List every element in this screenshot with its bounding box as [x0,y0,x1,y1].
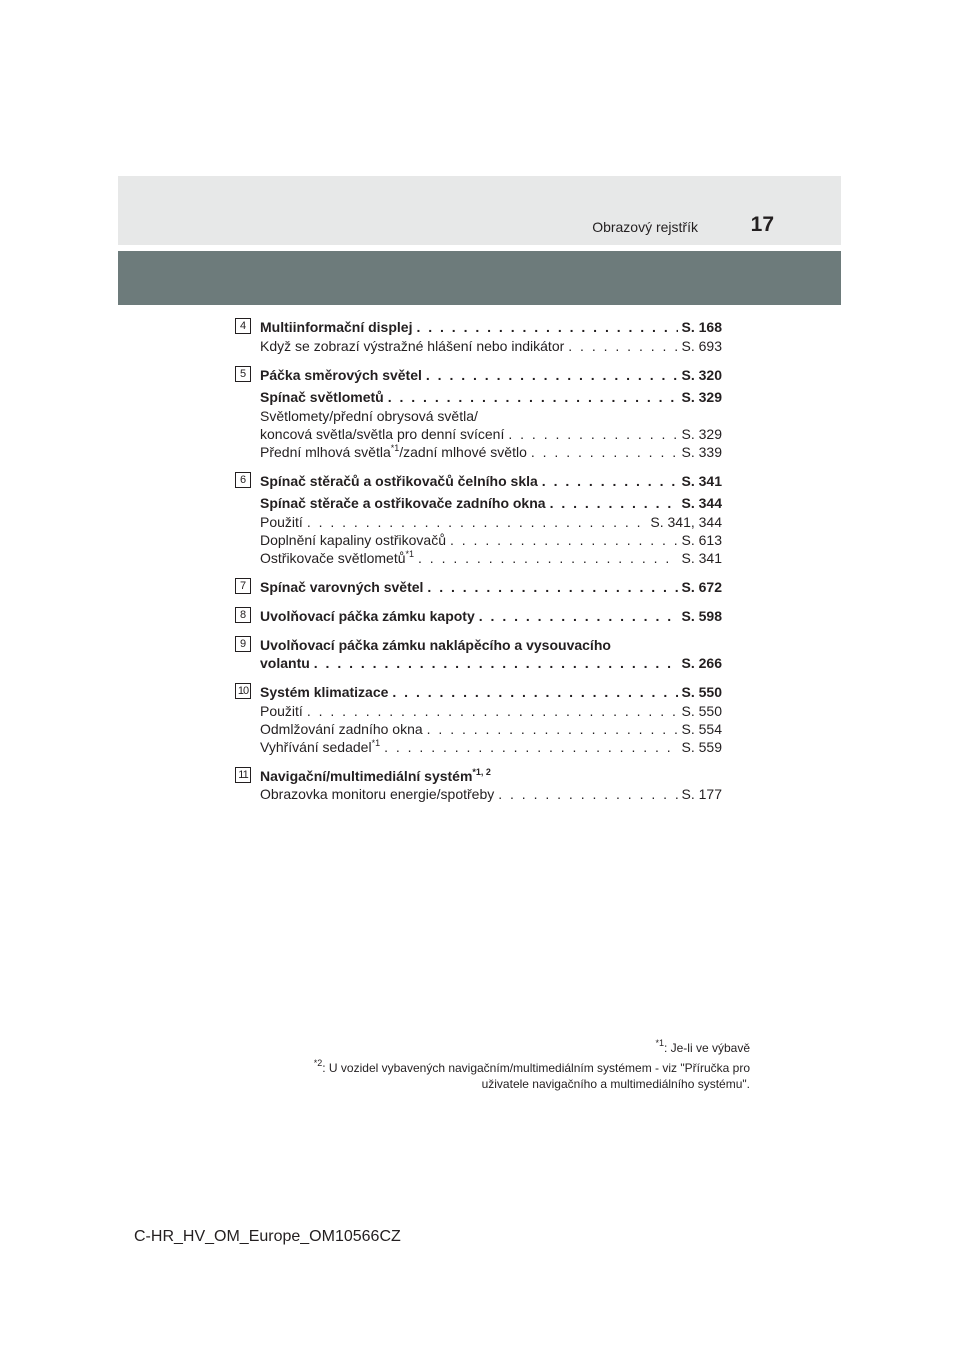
page-reference: S. 693 [681,338,722,354]
index-entry [260,443,722,461]
footnote-mark: *2 [313,1058,323,1068]
page-reference: S. 329 [681,426,722,442]
index-entry [260,425,722,443]
dot-leader [388,388,678,406]
entry-text: Obrazovka monitoru energie/spotřeby [260,786,495,802]
index-entry [260,472,722,490]
index-section [235,683,722,756]
entry-label [260,388,384,406]
header-band-light [118,176,841,245]
dot-leader [392,683,677,701]
page-reference: S. 320 [681,367,722,383]
entry-text: Páčka směrových světel [260,367,422,383]
index-section [235,578,722,596]
entry-text: Když se zobrazí výstražné hlášení nebo indikátor [260,338,565,354]
entry-label [260,702,303,720]
page-reference: S. 598 [681,608,722,624]
entry-label [260,366,422,384]
index-section [235,767,722,803]
dot-leader [307,702,678,720]
section-number-badge: 8 [235,607,251,623]
entry-label [260,513,303,531]
entry-label [260,318,412,336]
entry-text: Přední mlhová světla [260,444,391,460]
page-reference: S. 344 [681,495,722,511]
page-reference: S. 168 [681,319,722,335]
entry-label: Uvolňovací páčka zámku naklápěcího a vysouvacího [260,637,611,653]
dot-leader [542,472,678,490]
footnotes [270,1040,750,1096]
index-entry [260,702,722,720]
entry-label [260,494,546,512]
entry-text: Systém klimatizace [260,684,389,700]
footnote-text: : Je-li ve výbavě [663,1041,750,1055]
entry-label [260,443,527,461]
footnote-mark: *1 [655,1038,664,1048]
index-entry [260,531,722,549]
dot-leader [307,513,647,531]
page-reference: S. 550 [681,684,722,700]
index-entry [260,738,722,756]
index-entry [260,549,722,567]
entry-label [260,531,446,549]
section-number-badge: 7 [235,578,251,594]
entry-label [260,720,423,738]
index-entry [260,366,722,384]
footnote-mark: *1 [371,738,381,748]
header-band-dark [118,251,841,305]
entry-label: Světlomety/přední obrysová světla/ [260,408,478,424]
entry-label [260,578,423,596]
index-entry [260,513,722,531]
entry-text: Spínač světlometů [260,389,384,405]
document-code: C-HR_HV_OM_Europe_OM10566CZ [134,1228,401,1245]
section-number-badge: 9 [235,636,251,652]
entry-text: Spínač stěrače a ostřikovače zadního okna [260,495,546,511]
page-reference: S. 177 [681,786,722,802]
entry-label [260,337,564,355]
footnote-mark: *1 [405,549,415,559]
index-entry [260,494,722,512]
entry-label [260,607,475,625]
index-section [235,607,722,625]
page-reference: S. 559 [681,739,722,755]
index-entry [260,388,722,406]
entry-label [260,738,380,756]
page-number: 17 [750,213,774,236]
entry-label [260,785,494,803]
index-heading [260,767,722,785]
page-reference: S. 613 [681,532,722,548]
page-reference: S. 341 [681,550,722,566]
dot-leader [550,494,678,512]
entry-label [260,683,388,701]
index-content [235,318,722,814]
section-number-badge: 11 [235,767,251,783]
entry-label [260,472,538,490]
index-section [235,472,722,567]
section-number-badge: 6 [235,472,251,488]
index-heading [260,636,722,654]
footnote-text: : U vozidel vybavených navigačním/multimediálním systémem - viz "Příručka pro uživatele navigačního a multimediálního systému". [322,1061,750,1091]
page-reference: S. 554 [681,721,722,737]
page-reference: S. 341, 344 [650,514,722,530]
page-reference: S. 672 [681,579,722,595]
entry-text: Odmlžování zadního okna [260,721,423,737]
section-number-badge: 5 [235,366,251,382]
entry-text: Multiinformační displej [260,319,413,335]
dot-leader [479,607,678,625]
dot-leader [498,785,677,803]
section-title: Obrazový rejstřík [592,219,698,235]
entry-text: Použití [260,703,303,719]
dot-leader [427,578,677,596]
page-reference: S. 341 [681,473,722,489]
dot-leader [416,318,677,336]
entry-label: Navigační/multimediální systém [260,768,473,784]
page-reference: S. 266 [681,655,722,671]
entry-text: Spínač varovných světel [260,579,424,595]
entry-text: Ostřikovače světlometů [260,550,406,566]
dot-leader [450,531,678,549]
entry-text: Doplnění kapaliny ostřikovačů [260,532,446,548]
entry-label [260,549,414,567]
entry-text: Spínač stěračů a ostřikovačů čelního skla [260,473,538,489]
dot-leader [314,654,678,672]
index-entry [260,683,722,701]
entry-text: Uvolňovací páčka zámku kapoty [260,608,475,624]
page-reference: S. 550 [681,703,722,719]
dot-leader [531,443,678,461]
index-entry [260,337,722,355]
index-section [235,636,722,672]
section-number-badge: 10 [235,683,251,699]
index-entry [260,720,722,738]
section-number-badge: 4 [235,318,251,334]
entry-label [260,654,310,672]
dot-leader [384,738,677,756]
index-entry [260,785,722,803]
dot-leader [568,337,677,355]
dot-leader [418,549,678,567]
entry-text: koncová světla/světla pro denní svícení [260,426,505,442]
dot-leader [508,425,677,443]
entry-label [260,425,504,443]
index-entry [260,607,722,625]
index-entry [260,318,722,336]
page-reference: S. 339 [681,444,722,460]
footnote-mark: *1 [390,443,400,453]
footnote [270,1040,750,1056]
index-section [235,318,722,355]
dot-leader [426,366,678,384]
page-reference: S. 329 [681,389,722,405]
entry-text: Použití [260,514,303,530]
entry-text: Vyhřívání sedadel [260,739,372,755]
footnote [270,1060,750,1092]
dot-leader [427,720,678,738]
entry-text: volantu [260,655,310,671]
index-entry [260,578,722,596]
entry-suffix: /zadní mlhové světlo [399,444,527,460]
index-heading [260,407,722,425]
index-entry [260,654,722,672]
footnote-mark: *1, 2 [472,767,491,777]
index-section [235,366,722,461]
